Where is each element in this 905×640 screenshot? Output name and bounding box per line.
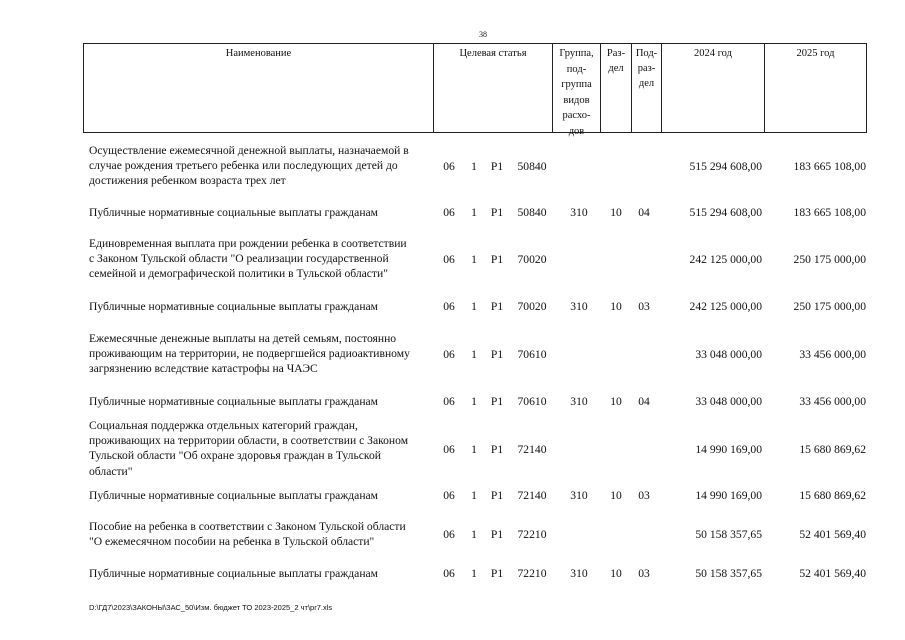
cell-razdel: 10 <box>610 567 622 580</box>
row-name <box>89 143 434 189</box>
header-group-line: дов <box>568 125 585 137</box>
table-row <box>0 205 905 221</box>
table-row <box>0 519 905 551</box>
header-podrazdel-line: дел <box>638 78 655 89</box>
cell-program: 06 <box>443 300 455 313</box>
cell-2025: 250 175 000,00 <box>793 253 866 266</box>
cell-program: 06 <box>443 443 455 456</box>
cell-2025: 52 401 569,40 <box>799 528 866 541</box>
header-razdel-line: Раз- <box>606 48 626 59</box>
cell-razdel: 10 <box>610 206 622 219</box>
row-name <box>89 566 434 581</box>
cell-program: 06 <box>443 206 455 219</box>
cell-2024: 50 158 357,65 <box>695 528 762 541</box>
header-podrazdel-line: раз- <box>637 63 656 74</box>
row-name <box>89 299 434 314</box>
cell-program: 06 <box>443 160 455 173</box>
cell-code: 50840 <box>517 206 547 219</box>
cell-code: 72210 <box>517 567 547 580</box>
row-name-line: проживающим на территории, не подвергшейся радиоактивному <box>89 347 410 361</box>
cell-podrazdel: 04 <box>638 206 650 219</box>
cell-podrazdel: 03 <box>638 300 650 313</box>
row-name-line: Публичные нормативные социальные выплаты гражданам <box>89 489 378 502</box>
row-name-line: Публичные нормативные социальные выплаты гражданам <box>89 395 378 408</box>
cell-2024: 515 294 608,00 <box>689 206 762 219</box>
cell-subprogram: 1 <box>471 253 477 266</box>
cell-group: 310 <box>570 300 588 313</box>
cell-project: Р1 <box>490 300 504 313</box>
header-2024-cell <box>661 43 764 133</box>
cell-podrazdel: 03 <box>638 489 650 502</box>
cell-program: 06 <box>443 489 455 502</box>
header-2025-cell <box>764 43 866 133</box>
cell-code: 72140 <box>517 489 547 502</box>
cell-2024: 50 158 357,65 <box>695 567 762 580</box>
cell-2025: 33 456 000,00 <box>799 348 866 361</box>
row-name-line: Публичные нормативные социальные выплаты гражданам <box>89 567 378 580</box>
cell-code: 70020 <box>517 300 547 313</box>
table-row <box>0 236 905 284</box>
table-row <box>0 488 905 504</box>
table-row <box>0 143 905 191</box>
cell-2025: 52 401 569,40 <box>799 567 866 580</box>
header-razdel-line: дел <box>608 63 624 74</box>
table-row <box>0 331 905 379</box>
row-name <box>89 331 434 377</box>
cell-code: 72140 <box>517 443 547 456</box>
row-name-line: с Законом Тульской области "О реализации государственной <box>89 252 389 266</box>
cell-2025: 250 175 000,00 <box>793 300 866 313</box>
cell-subprogram: 1 <box>471 206 477 219</box>
row-name <box>89 205 434 220</box>
cell-subprogram: 1 <box>471 395 477 408</box>
table-row <box>0 566 905 582</box>
header-group-line: под- <box>566 63 587 75</box>
cell-2024: 33 048 000,00 <box>695 348 762 361</box>
header-group-cell <box>552 43 600 137</box>
cell-subprogram: 1 <box>471 567 477 580</box>
row-name-line: Публичные нормативные социальные выплаты гражданам <box>89 300 378 313</box>
table-row <box>0 299 905 315</box>
row-name <box>89 488 434 503</box>
cell-project: Р1 <box>490 395 504 408</box>
header-podrazdel-line: Под- <box>635 48 658 59</box>
cell-2024: 14 990 169,00 <box>695 443 762 456</box>
cell-subprogram: 1 <box>471 300 477 313</box>
row-name-line: семейной и демографической политики в Тульской области" <box>89 267 388 281</box>
cell-group: 310 <box>570 489 588 502</box>
header-group <box>553 43 600 139</box>
row-name <box>89 418 434 479</box>
cell-2024: 242 125 000,00 <box>689 300 762 313</box>
row-name-line: Пособие на ребенка в соответствии с Законом Тульской области <box>89 520 406 533</box>
cell-group: 310 <box>570 395 588 408</box>
cell-2024: 515 294 608,00 <box>689 160 762 173</box>
cell-code: 50840 <box>517 160 547 173</box>
cell-subprogram: 1 <box>471 348 477 361</box>
cell-project: Р1 <box>490 253 504 266</box>
header-name: Наименование <box>225 48 292 59</box>
cell-project: Р1 <box>490 348 504 361</box>
header-2025: 2025 год <box>796 48 835 59</box>
cell-2024: 242 125 000,00 <box>689 253 762 266</box>
cell-2024: 33 048 000,00 <box>695 395 762 408</box>
cell-2025: 15 680 869,62 <box>799 489 866 502</box>
row-name-line: Тульской области "Об охране здоровья граждан в Тульской <box>89 449 381 463</box>
cell-subprogram: 1 <box>471 160 477 173</box>
cell-code: 70610 <box>517 348 547 361</box>
file-path-footer: D:\ГД7\2023\ЗАКОНЫ\ЗАС_50\Изм. бюджет ТО 2023-2025_2 чт\pr7.xls <box>89 603 333 612</box>
cell-code: 70020 <box>517 253 547 266</box>
cell-subprogram: 1 <box>471 489 477 502</box>
cell-podrazdel: 04 <box>638 395 650 408</box>
cell-project: Р1 <box>490 567 504 580</box>
cell-group: 310 <box>570 567 588 580</box>
cell-razdel: 10 <box>610 300 622 313</box>
header-group-line: видов <box>563 94 590 106</box>
row-name-line: случае рождения третьего ребенка или последующих детей до <box>89 159 398 173</box>
cell-project: Р1 <box>490 528 504 541</box>
row-name-line: "О ежемесячном пособии на ребенка в Тульской области" <box>89 535 375 549</box>
cell-2025: 15 680 869,62 <box>799 443 866 456</box>
page-number: 38 <box>479 30 487 39</box>
cell-code: 72210 <box>517 528 547 541</box>
row-name-line: загрязнению вследствие катастрофы на ЧАЭС <box>89 362 318 376</box>
cell-podrazdel: 03 <box>638 567 650 580</box>
cell-razdel: 10 <box>610 489 622 502</box>
row-name-line: проживающих на территории области, в соответствии с Законом <box>89 434 409 448</box>
row-name-line: области" <box>89 464 133 478</box>
row-name-line: достижения ребенком возраста трех лет <box>89 174 286 188</box>
row-name <box>89 394 434 409</box>
header-right-border <box>866 43 867 133</box>
cell-2025: 183 665 108,00 <box>793 160 866 173</box>
header-target-cell <box>433 43 552 133</box>
cell-subprogram: 1 <box>471 528 477 541</box>
row-name-line: Осуществление ежемесячной денежной выплаты, назначаемой в <box>89 144 409 157</box>
row-name <box>89 236 434 282</box>
table-row <box>0 418 905 480</box>
header-razdel-cell <box>600 43 631 133</box>
header-razdel <box>601 43 631 76</box>
row-name <box>89 519 434 549</box>
cell-razdel: 10 <box>610 395 622 408</box>
cell-program: 06 <box>443 395 455 408</box>
cell-project: Р1 <box>490 443 504 456</box>
header-podrazdel-cell <box>631 43 661 133</box>
row-name-line: Социальная поддержка отдельных категорий граждан, <box>89 419 358 432</box>
cell-2025: 183 665 108,00 <box>793 206 866 219</box>
header-name-cell <box>83 43 433 133</box>
row-name-line: Единовременная выплата при рождении ребенка в соответствии <box>89 237 407 250</box>
cell-subprogram: 1 <box>471 443 477 456</box>
cell-program: 06 <box>443 567 455 580</box>
header-target: Целевая статья <box>459 48 527 59</box>
cell-program: 06 <box>443 253 455 266</box>
header-group-line: расхо- <box>562 110 591 121</box>
header-group-line: Группа, <box>559 48 594 59</box>
cell-project: Р1 <box>490 160 504 173</box>
cell-2025: 33 456 000,00 <box>799 395 866 408</box>
header-2024: 2024 год <box>694 48 732 59</box>
cell-project: Р1 <box>490 206 504 219</box>
cell-program: 06 <box>443 348 455 361</box>
cell-program: 06 <box>443 528 455 541</box>
cell-code: 70610 <box>517 395 547 408</box>
cell-2024: 14 990 169,00 <box>695 489 762 502</box>
row-name-line: Публичные нормативные социальные выплаты гражданам <box>89 206 378 219</box>
cell-project: Р1 <box>490 489 504 502</box>
row-name-line: Ежемесячные денежные выплаты на детей семьям, постоянно <box>89 332 397 345</box>
header-podrazdel <box>632 43 661 91</box>
table-row <box>0 394 905 410</box>
cell-group: 310 <box>570 206 588 219</box>
header-group-line: группа <box>561 79 592 90</box>
